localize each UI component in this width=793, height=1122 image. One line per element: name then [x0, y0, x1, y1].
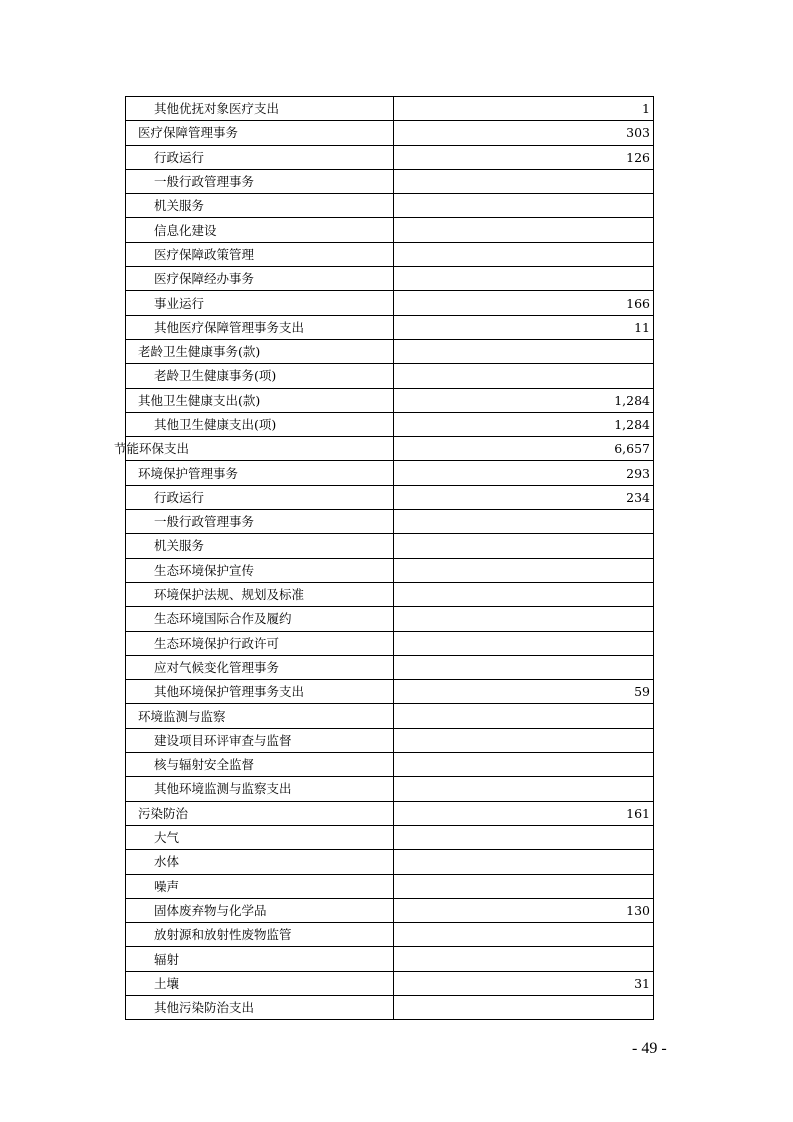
row-item-name: 其他环境保护管理事务支出	[126, 680, 394, 704]
table-row	[126, 850, 654, 874]
row-item-amount	[394, 655, 654, 679]
row-item-name: 建设项目环评审查与监督	[126, 728, 394, 752]
row-item-name: 环境监测与监察	[126, 704, 394, 728]
row-item-amount	[394, 582, 654, 606]
row-item-name: 医疗保障经办事务	[126, 267, 394, 291]
table-row	[126, 898, 654, 922]
row-item-name: 应对气候变化管理事务	[126, 655, 394, 679]
row-item-amount	[394, 631, 654, 655]
row-item-amount	[394, 339, 654, 363]
table-row	[126, 145, 654, 169]
table-row	[126, 169, 654, 193]
row-item-name: 信息化建设	[126, 218, 394, 242]
table-row	[126, 825, 654, 849]
table-row	[126, 388, 654, 412]
row-item-name: 环境保护法规、规划及标准	[126, 582, 394, 606]
table-row	[126, 801, 654, 825]
row-item-name: 行政运行	[126, 485, 394, 509]
row-item-name: 核与辐射安全监督	[126, 753, 394, 777]
row-item-name: 老龄卫生健康事务(项)	[126, 364, 394, 388]
row-item-name: 老龄卫生健康事务(款)	[126, 339, 394, 363]
row-item-amount: 166	[394, 291, 654, 315]
row-item-amount	[394, 607, 654, 631]
row-item-name: 其他卫生健康支出(款)	[126, 388, 394, 412]
row-item-amount: 1,284	[394, 388, 654, 412]
row-item-amount: 31	[394, 971, 654, 995]
row-item-name: 其他环境监测与监察支出	[126, 777, 394, 801]
table-row	[126, 777, 654, 801]
table-row	[126, 728, 654, 752]
row-item-amount: 11	[394, 315, 654, 339]
row-item-name: 污染防治	[126, 801, 394, 825]
budget-table	[114, 96, 654, 1020]
table-row	[126, 437, 654, 461]
row-item-name: 放射源和放射性废物监管	[126, 923, 394, 947]
row-item-amount	[394, 947, 654, 971]
row-item-name: 环境保护管理事务	[126, 461, 394, 485]
row-item-amount: 126	[394, 145, 654, 169]
row-item-name: 机关服务	[126, 534, 394, 558]
row-item-amount	[394, 534, 654, 558]
table-row	[126, 218, 654, 242]
row-item-amount: 161	[394, 801, 654, 825]
row-item-amount: 293	[394, 461, 654, 485]
row-item-name: 其他医疗保障管理事务支出	[126, 315, 394, 339]
table-row	[126, 291, 654, 315]
row-item-name: 大气	[126, 825, 394, 849]
row-item-name: 医疗保障管理事务	[126, 121, 394, 145]
row-item-amount: 234	[394, 485, 654, 509]
row-item-name: 机关服务	[126, 194, 394, 218]
table-row	[126, 267, 654, 291]
table-row	[126, 558, 654, 582]
row-item-name: 其他优抚对象医疗支出	[126, 97, 394, 121]
table-row	[126, 655, 654, 679]
table-row	[126, 680, 654, 704]
row-item-amount	[394, 704, 654, 728]
row-item-amount	[394, 558, 654, 582]
row-item-amount	[394, 923, 654, 947]
row-item-amount	[394, 777, 654, 801]
table-row	[126, 315, 654, 339]
table-row	[126, 194, 654, 218]
table-row	[126, 704, 654, 728]
row-item-amount	[394, 753, 654, 777]
row-item-name: 其他卫生健康支出(项)	[126, 412, 394, 436]
row-item-amount	[394, 267, 654, 291]
row-item-name: 生态环境国际合作及履约	[126, 607, 394, 631]
table-row	[126, 121, 654, 145]
table-row	[126, 582, 654, 606]
row-item-name: 固体废弃物与化学品	[126, 898, 394, 922]
row-item-name: 噪声	[126, 874, 394, 898]
table-row	[126, 510, 654, 534]
row-item-amount	[394, 169, 654, 193]
row-item-name: 医疗保障政策管理	[126, 242, 394, 266]
row-item-amount	[394, 242, 654, 266]
table-row	[126, 412, 654, 436]
row-item-amount: 59	[394, 680, 654, 704]
row-item-amount: 303	[394, 121, 654, 145]
budget-table-body	[114, 97, 654, 1020]
table-row	[126, 753, 654, 777]
row-item-amount	[394, 850, 654, 874]
row-item-amount	[394, 874, 654, 898]
row-item-name: 土壤	[126, 971, 394, 995]
table-row	[126, 485, 654, 509]
table-row	[126, 339, 654, 363]
table-row	[126, 97, 654, 121]
row-item-name: 事业运行	[126, 291, 394, 315]
row-item-amount	[394, 825, 654, 849]
table-row	[126, 242, 654, 266]
table-row	[126, 874, 654, 898]
row-item-amount: 130	[394, 898, 654, 922]
row-item-name: 水体	[126, 850, 394, 874]
table-row	[126, 947, 654, 971]
row-item-name: 生态环境保护宣传	[126, 558, 394, 582]
table-row	[126, 631, 654, 655]
row-item-amount: 1	[394, 97, 654, 121]
row-item-amount	[394, 995, 654, 1019]
row-item-amount	[394, 728, 654, 752]
table-row	[126, 923, 654, 947]
table-row	[126, 607, 654, 631]
row-item-name: 一般行政管理事务	[126, 510, 394, 534]
row-item-name: 其他污染防治支出	[126, 995, 394, 1019]
row-item-amount: 6,657	[394, 437, 654, 461]
row-item-amount	[394, 218, 654, 242]
row-item-amount	[394, 364, 654, 388]
page-number: - 49 -	[632, 1040, 667, 1057]
row-item-amount	[394, 510, 654, 534]
row-item-name: 一般行政管理事务	[126, 169, 394, 193]
row-item-name: 生态环境保护行政许可	[126, 631, 394, 655]
row-item-name: 行政运行	[126, 145, 394, 169]
table-row	[126, 995, 654, 1019]
row-item-name: 辐射	[126, 947, 394, 971]
table-row	[126, 461, 654, 485]
row-item-name: 节能环保支出	[126, 437, 394, 461]
table-row	[126, 971, 654, 995]
table-row	[126, 364, 654, 388]
table-row	[126, 534, 654, 558]
row-item-amount	[394, 194, 654, 218]
row-item-amount: 1,284	[394, 412, 654, 436]
